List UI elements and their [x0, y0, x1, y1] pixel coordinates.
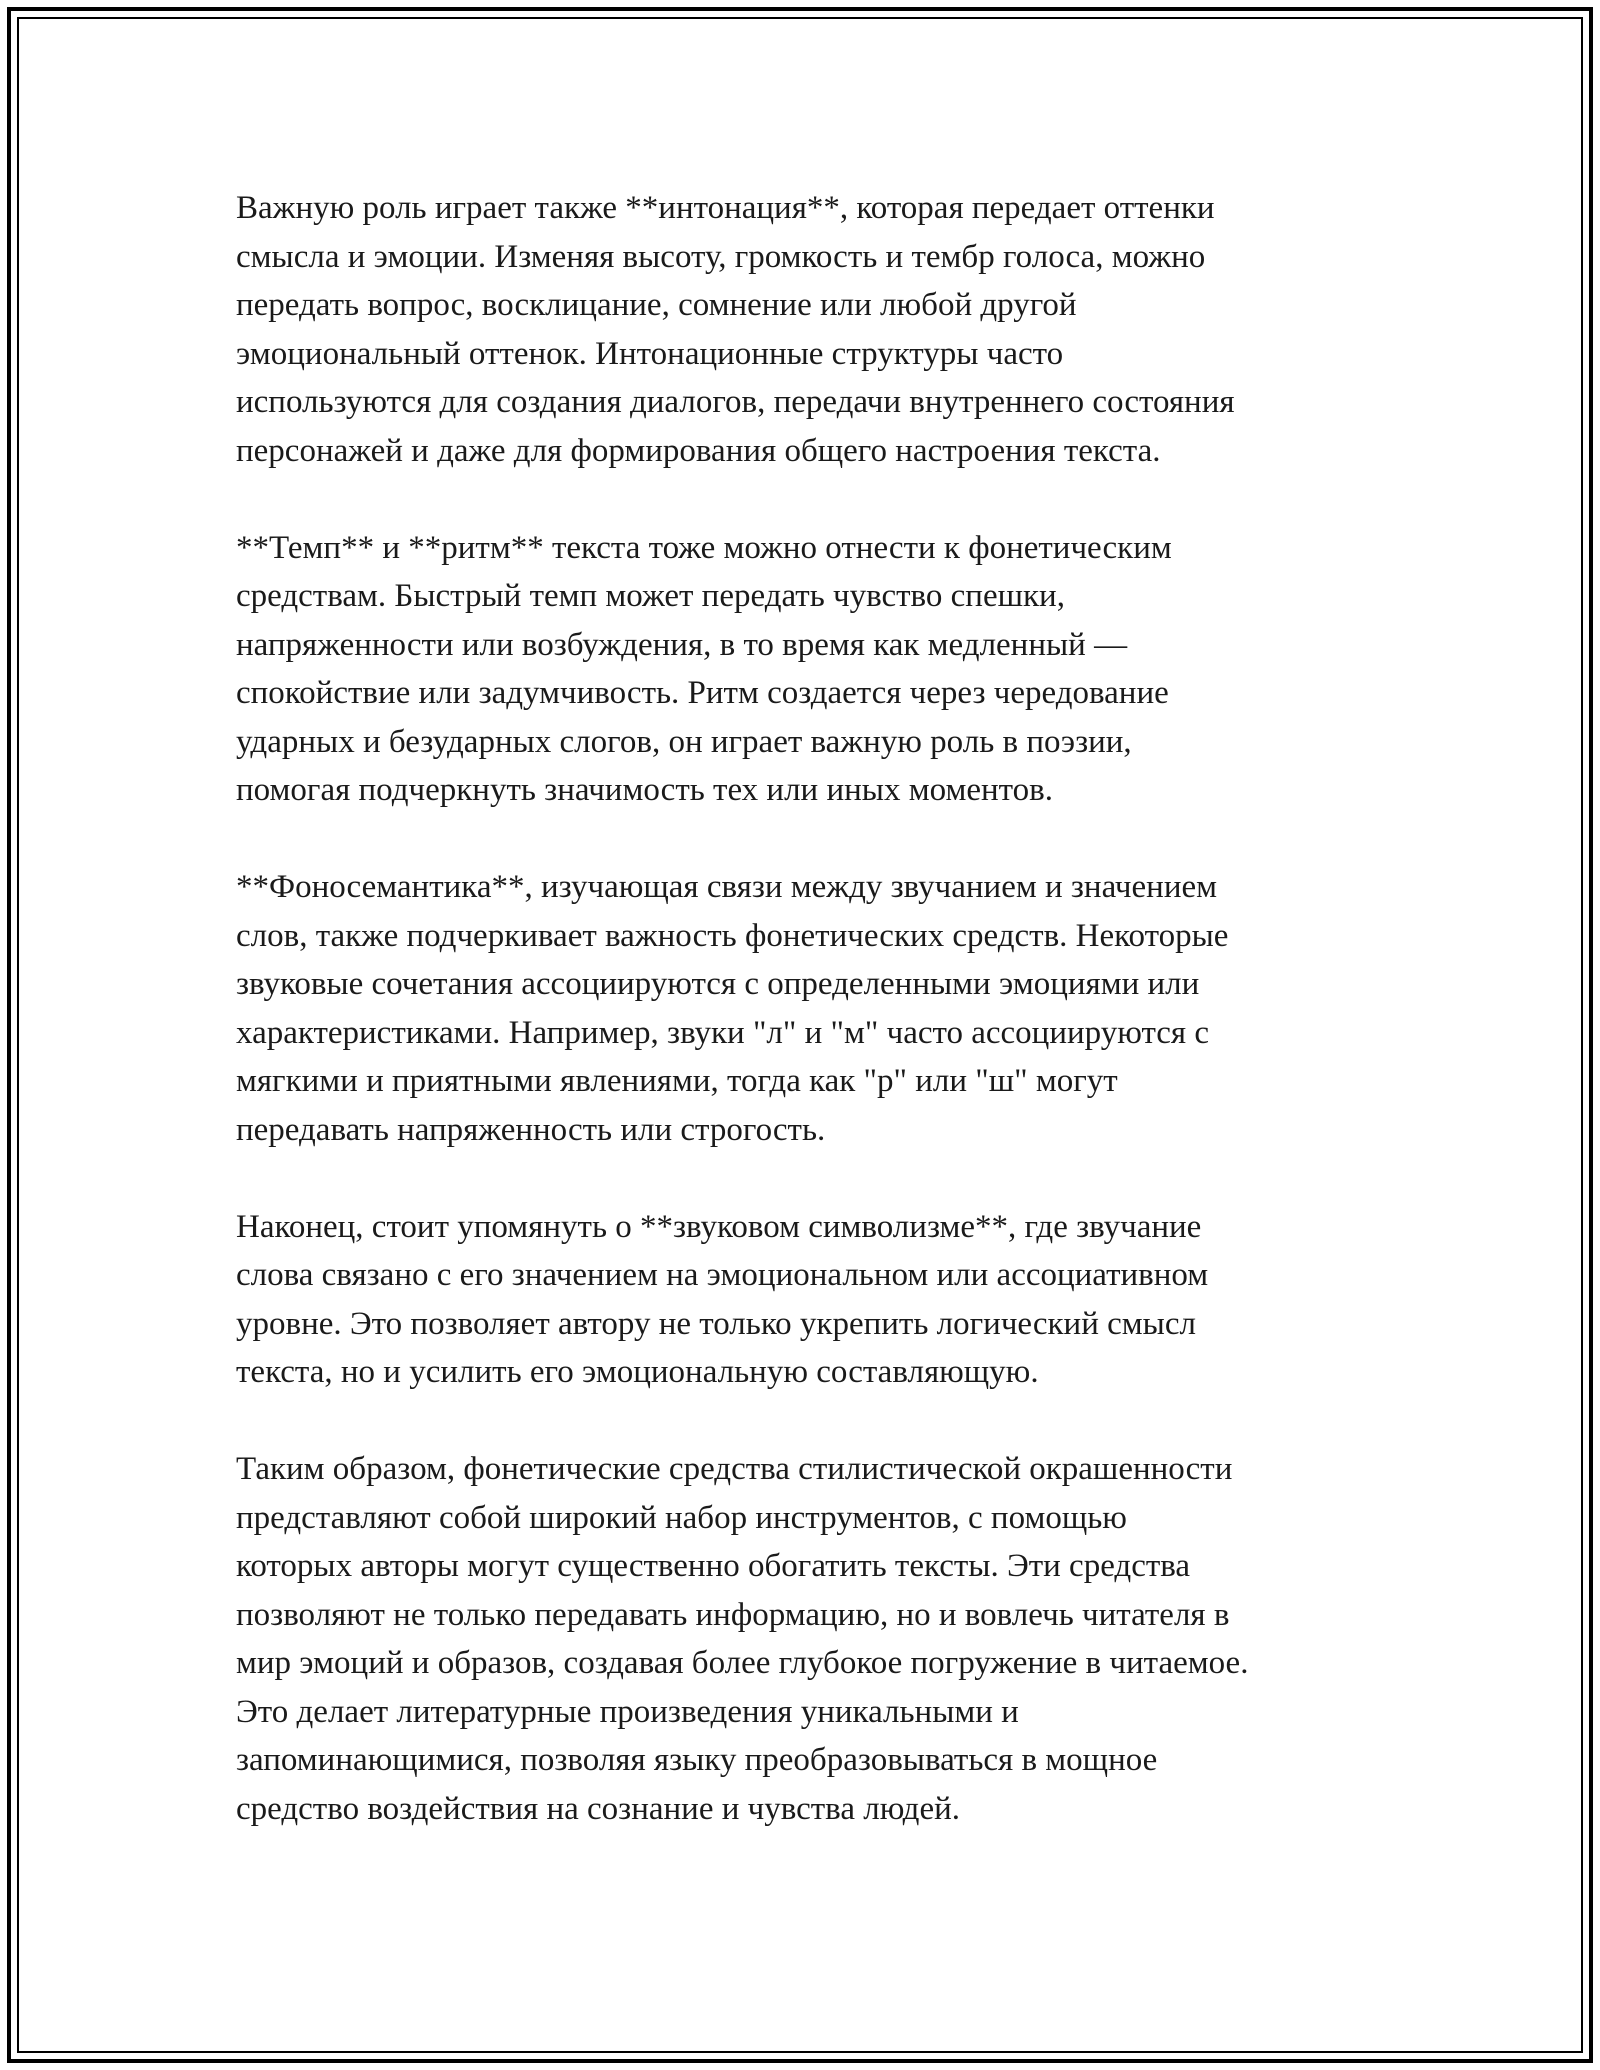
document-body — [236, 184, 1396, 1833]
paragraph-tempo-rhythm: **Темп** и **ритм** текста тоже можно отнести к фонетическим средствам. Быстрый темп может передать чувство спешки, напряженности или возбуждения, в то время как медленный — спокойствие или задумчивость. Ритм создается через чередование ударных и безударных слогов, он играет важную роль в поэзии, помогая подчеркнуть значимость тех или иных моментов. — [236, 529, 1172, 808]
paragraph-conclusion: Таким образом, фонетические средства стилистической окрашенности представляют собой широкий набор инструментов, с помощью которых авторы могут существенно обогатить тексты. Эти средства позволяют не только передавать информацию, но и вовлечь читателя в мир эмоций и образов, создавая более глубокое погружение в читаемое. Это делает литературные произведения уникальными и запоминающимися, позволяя языку преобразовываться в мощное средство воздействия на сознание и чувства людей. — [236, 1451, 1249, 1827]
paragraph-sound-symbolism: Наконец, стоит упомянуть о **звуковом символизме**, где звучание слова связано с его значением на эмоциональном или ассоциативном уровне. Это позволяет автору не только укрепить логический смысл текста, но и усилить его эмоциональную составляющую. — [236, 1208, 1209, 1390]
paragraph-intonation: Важную роль играет также **интонация**, которая передает оттенки смысла и эмоции. Изменяя высоту, громкость и тембр голоса, можно передать вопрос, восклицание, сомнение или любой другой эмоциональный оттенок. Интонационные структуры часто используются для создания диалогов, передачи внутреннего состояния персонажей и даже для формирования общего настроения текста. — [236, 190, 1235, 469]
paragraph-phonosemantics: **Фоносемантика**, изучающая связи между звучанием и значением слов, также подчеркивает важность фонетических средств. Некоторые звуковые сочетания ассоциируются с определенными эмоциями или характеристиками. Например, звуки "л" и "м" часто ассоциируются с мягкими и приятными явлениями, тогда как "р" или "ш" могут передавать напряженность или строгость. — [236, 869, 1229, 1148]
